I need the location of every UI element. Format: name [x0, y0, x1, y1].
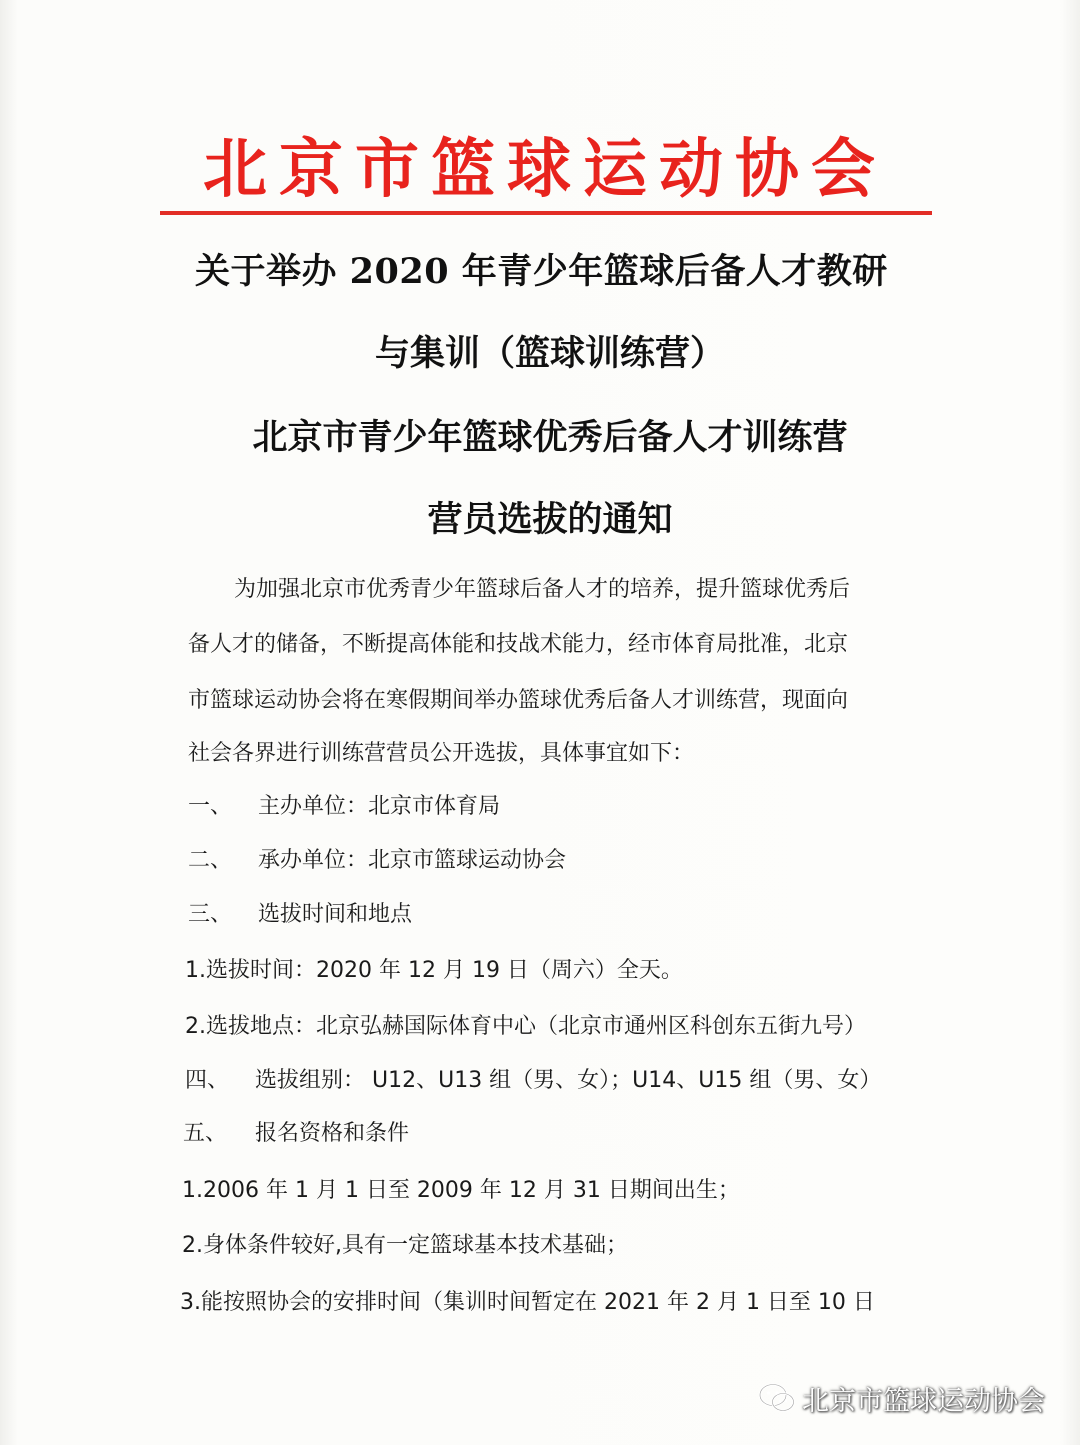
header-divider — [160, 211, 932, 215]
section-5-number: 五、 — [183, 1121, 228, 1146]
section-3-item-2: 2.选拔地点：北京弘赫国际体育中心（北京市通州区科创东五街九号） — [185, 1014, 866, 1039]
section-1-text: 主办单位：北京市体育局 — [258, 794, 501, 819]
section-5-text: 报名资格和条件 — [255, 1121, 410, 1146]
intro-line-1: 为加强北京市优秀青少年篮球后备人才的培养，提升篮球优秀后 — [234, 577, 851, 602]
title-line-2: 与集训（篮球训练营） — [374, 333, 725, 374]
section-3-number: 三、 — [188, 902, 233, 927]
org-header: 北京市篮球运动协会 — [203, 133, 887, 207]
section-3-text: 选拔时间和地点 — [258, 902, 413, 927]
wechat-watermark — [758, 1378, 1045, 1418]
title-line-1: 关于举办 2020 年青少年篮球后备人才教研 — [195, 251, 888, 292]
section-1-number: 一、 — [188, 794, 233, 819]
intro-line-3: 市篮球运动协会将在寒假期间举办篮球优秀后备人才训练营，现面向 — [188, 688, 849, 713]
wechat-icon — [758, 1382, 796, 1414]
section-4-number: 四、 — [185, 1068, 230, 1093]
section-4-text: 选拔组别： U12、U13 组（男、女）；U14、U15 组（男、女） — [255, 1068, 882, 1093]
intro-line-4: 社会各界进行训练营营员公开选拔，具体事宜如下： — [188, 741, 695, 766]
section-3-item-1: 1.选拔时间：2020 年 12 月 19 日（周六）全天。 — [185, 958, 683, 983]
section-2-text: 承办单位：北京市篮球运动协会 — [258, 848, 567, 873]
intro-line-2: 备人才的储备，不断提高体能和技战术能力，经市体育局批准，北京 — [188, 632, 849, 657]
watermark-text: 北京市篮球运动协会 — [802, 1385, 1045, 1417]
section-5-item-2: 2.身体条件较好,具有一定篮球基本技术基础； — [182, 1233, 628, 1258]
section-5-item-1: 1.2006 年 1 月 1 日至 2009 年 12 月 31 日期间出生； — [182, 1178, 740, 1203]
title-line-4: 营员选拔的通知 — [427, 499, 673, 540]
section-5-item-3: 3.能按照协会的安排时间（集训时间暂定在 2021 年 2 月 1 日至 10 日 — [180, 1290, 875, 1315]
title-line-3: 北京市青少年篮球优秀后备人才训练营 — [252, 417, 848, 458]
section-2-number: 二、 — [188, 848, 233, 873]
